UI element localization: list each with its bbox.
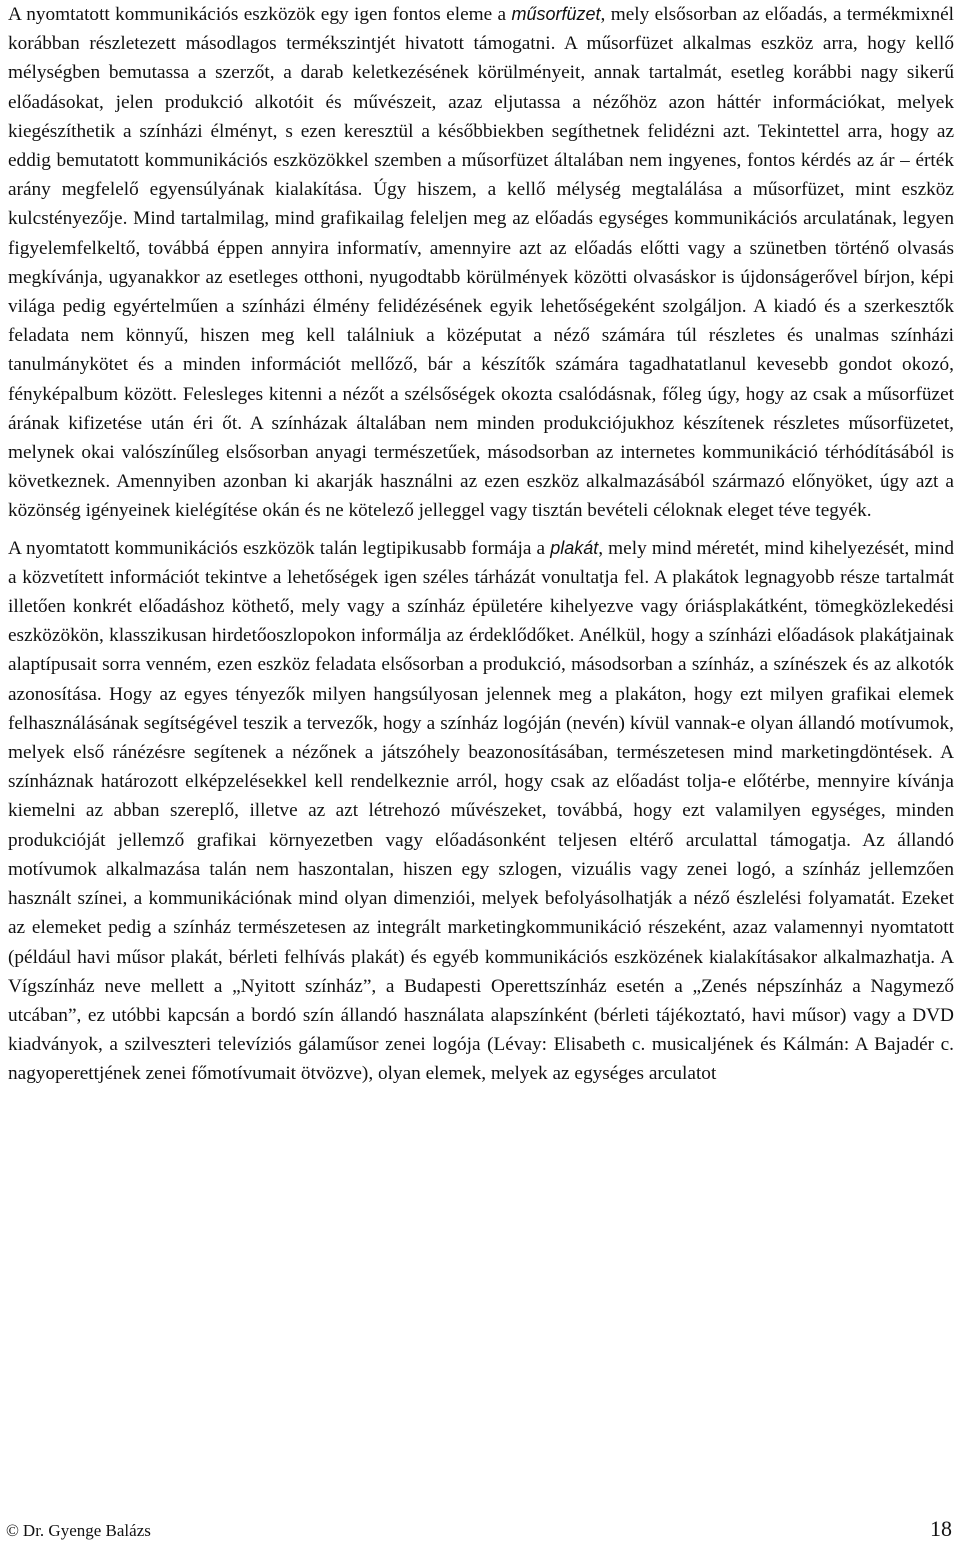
- footer-author: [6, 1521, 151, 1541]
- text-segment: , mely elsősorban az előadás, a termékmixnél korábban részletezett másodlagos termékszintjét hivatott támogatni.: [8, 4, 955, 55]
- paragraph-plakat: [8, 534, 954, 1089]
- copyright-icon: ©: [6, 1521, 19, 1540]
- emphasized-term: plakát: [550, 537, 599, 558]
- text-segment: A műsorfüzet alkalmas eszköz arra, hogy kellő mélységben bemutassa a szerzőt, a darab keletkezésének körülményeit, annak tartalmát, esetleg korábbi nagy sikerű előadásokat, jelen produkció alkotóit és művészeit, azaz eljutassa a nézőhöz azon háttér információkat, melyek kiegészíthetik a színházi élményt, s ezen keresztül a későbbiekben segíthetnek felidézni azt.: [8, 33, 955, 142]
- paragraph-musorfuzet: [8, 0, 954, 526]
- document-body: [8, 0, 954, 1089]
- page-footer: [6, 1513, 952, 1541]
- emphasized-term: műsorfüzet: [511, 4, 601, 24]
- text-segment: A nyomtatott kommunikációs eszközök egy igen fontos eleme a: [8, 4, 512, 25]
- text-segment: , mely mind méretét, mind kihelyezését, mind a közvetített információt tekintve a lehetőségek igen széles tárházát vonultatja fel. A plakátok legnagyobb része tartalmát illetően konkrét előadáshoz köthető, mely vagy a színház épületére kihelyezve vagy óriásplakátként, tömegközlekedési eszközökön, klasszikusan hirdetőoszlopokon informálja az érdeklődőket. Anélkül, hogy a színházi előadások plakátjainak alaptípusait sorra venném, ezen eszköz feladata elsősorban a produkció, másodsorban a színház, a színészek és az alkotók azonosítása. Hogy az egyes tényezők milyen hangsúlyosan jelennek meg a plakáton, hogy ezt milyen grafikai elemek felhasználásának segítségével teszik a tervezők, hogy a színház logóján (nevén) kívül vannak-e olyan állandó motívumok, melyek első ránézésre segítenek a nézőnek a játszóhely beazonosításában, természetesen mind marketingdöntések. A színháznak határozott elképzelésekkel kell rendelkeznie arról, hogy csak az előadást tolja-e előtérbe, mennyire kívánja kiemelni az abban szereplő, illetve az azt létrehozó művészeket, továbbá, hogy ezt valamilyen egységes, minden produkcióját jellemző grafikai környezetben vagy előadásonként teljesen eltérő arculattal támogatja. Az állandó motívumok alkalmazása talán nem haszontalan, hiszen egy szlogen, vizuális vagy zenei logó, a színház jellemzően használt színei, a kommunikációnak mind olyan dimenziói, melyek befolyásolhatják a néző észlelési folyamatát. Ezeket az elemeket pedig a színház természetesen az integrált marketingkommunikáció részeként, azaz valamennyi nyomtatott (például havi műsor plakát, bérleti felhívás plakát) és egyéb kommunikációs eszközének kialakításakor alkalmazhatja. A Vígszínház neve mellett a „Nyitott színház”, a Budapesti Operettszínház esetén a „Zenés népszínház a Nagymező utcában”, ez utóbbi kapcsán a bordó szín állandó használata alapszínként (bérleti tájékoztató, havi műsor) vagy a DVD kiadványok, a szilveszteri televíziós gálaműsor zenei logója (Lévay: Elisabeth c. musicaljének és Kálmán: A Bajadér c. nagyoperettjének zenei főmotívumait ötvözve), olyan elemek, melyek az egységes arculatot: [8, 537, 954, 1085]
- text-segment: A nyomtatott kommunikációs eszközök talán legtipikusabb formája a: [8, 537, 551, 559]
- author-name: Dr. Gyenge Balázs: [22, 1521, 151, 1540]
- page-number: 18: [930, 1516, 952, 1541]
- text-segment: Tekintettel arra, hogy az eddig bemutatott kommunikációs eszközökkel szemben a műsorfüzet általában nem ingyenes, fontos kérdés az ár – érték arány megfelelő egyensúlyának kialakítása. Úgy hiszem, a kellő mélység megtalálása a műsorfüzet, mint eszköz kulcstényezője. Mind tartalmilag, mind grafikailag feleljen meg az előadás egységes kommunikációs arculatának, legyen figyelemfelkeltő, továbbá éppen annyira informatív, amennyire azt az előadás előtti vagy a szünetben történő olvasás megkívánja, ugyanakkor az esetleges otthoni, nyugodtabb körülmények közötti olvasáskor is újdonságerővel bírjon, képi világa pedig egyértelműen a színházi élmény felidézésének egyik lehetőségeként szolgáljon. A kiadó és a szerkesztők feladata nem könnyű, hiszen meg kell találniuk a középutat a néző számára túl részletes és unalmas színházi tanulmánykötet és a minden információt mellőző, bár a készítők számára tagadhatatlanul kevesebb gondot okozó, fényképalbum között. Felesleges kitenni a nézőt a szélsőségek okozta csalódásnak, főleg úgy, hogy az csak a műsorfüzet árának kifizetése után éri őt. A színházak általában nem minden produkciójukhoz készítenek részletes műsorfüzetet, melynek okai valószínűleg elsősorban anyagi természetűek, másodsorban az internetes kommunikáció térhódításából is következnek. Amennyiben azonban ki akarják használni az ezen eszköz alkalmazásából származó előnyöket, úgy azt a közönség igényeinek kielégítése okán és ne kötelező jelleggel vagy tisztán bevételi céloknak eleget téve tegyék.: [8, 120, 955, 522]
